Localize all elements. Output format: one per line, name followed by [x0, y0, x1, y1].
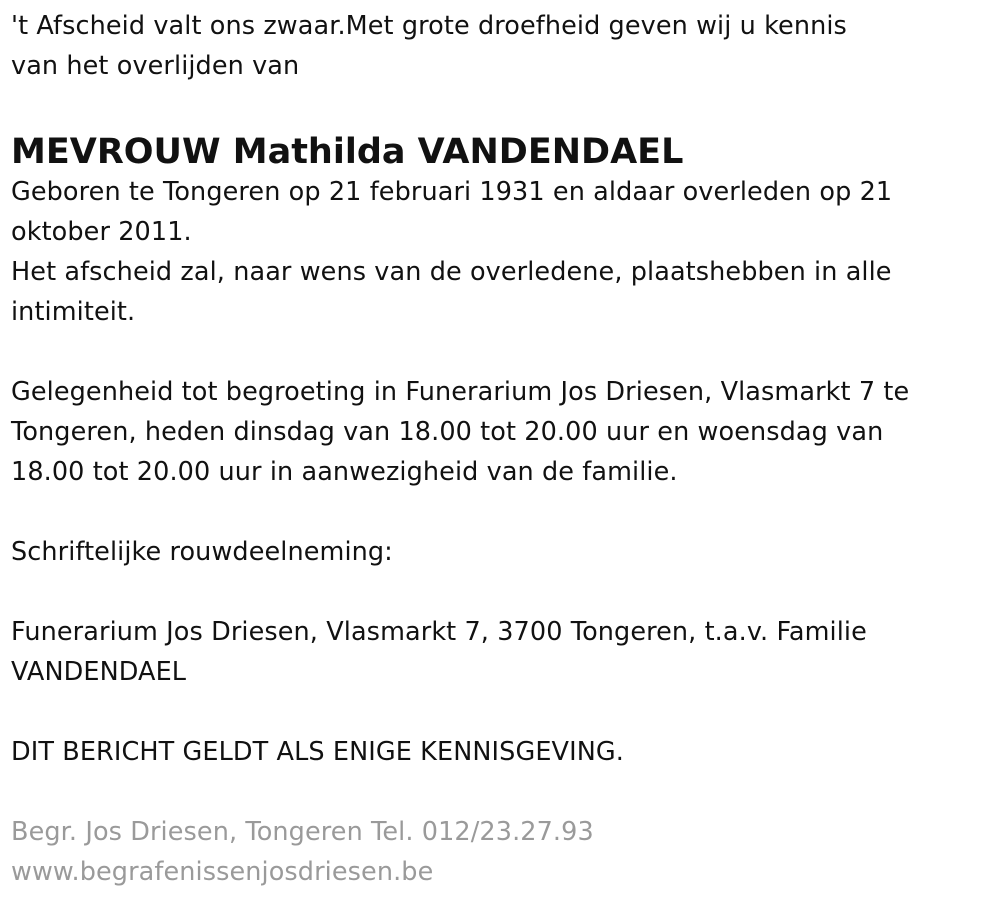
- undertaker-contact: Begr. Jos Driesen, Tongeren Tel. 012/23.27.93: [11, 817, 594, 847]
- visitation-line: 18.00 tot 20.00 uur in aanwezigheid van de familie.: [11, 457, 678, 487]
- spacer: [11, 332, 988, 372]
- visitation-line: Tongeren, heden dinsdag van 18.00 tot 20.00 uur en woensdag van: [11, 417, 884, 447]
- visitation-paragraph: [11, 372, 988, 492]
- farewell-line: intimiteit.: [11, 297, 136, 327]
- sole-notice-statement: DIT BERICHT GELDT ALS ENIGE KENNISGEVING.: [11, 737, 624, 767]
- spacer: [11, 692, 988, 732]
- farewell-paragraph: [11, 252, 988, 332]
- intro-line: 't Afscheid valt ons zwaar.Met grote droefheid geven wij u kennis: [11, 11, 847, 41]
- address-line: Funerarium Jos Driesen, Vlasmarkt 7, 3700 Tongeren, t.a.v. Familie: [11, 617, 867, 647]
- intro-line: van het overlijden van: [11, 51, 300, 81]
- farewell-line: Het afscheid zal, naar wens van de overledene, plaatshebben in alle: [11, 257, 892, 287]
- condolence-address: [11, 612, 988, 692]
- birth-death-line: Geboren te Tongeren op 21 februari 1931 en aldaar overleden op 21: [11, 177, 893, 207]
- spacer: [11, 492, 988, 532]
- address-line: VANDENDAEL: [11, 657, 187, 687]
- undertaker-website: www.begrafenissenjosdriesen.be: [11, 857, 434, 887]
- spacer: [11, 572, 988, 612]
- intro-paragraph: [11, 6, 988, 86]
- condolence-heading: Schriftelijke rouwdeelneming:: [11, 537, 393, 567]
- spacer: [11, 772, 988, 812]
- undertaker-footer: [11, 812, 988, 892]
- deceased-name: MEVROUW Mathilda VANDENDAEL: [11, 132, 684, 172]
- birth-death-paragraph: [11, 172, 988, 252]
- birth-death-line: oktober 2011.: [11, 217, 192, 247]
- visitation-line: Gelegenheid tot begroeting in Funerarium Jos Driesen, Vlasmarkt 7 te: [11, 377, 910, 407]
